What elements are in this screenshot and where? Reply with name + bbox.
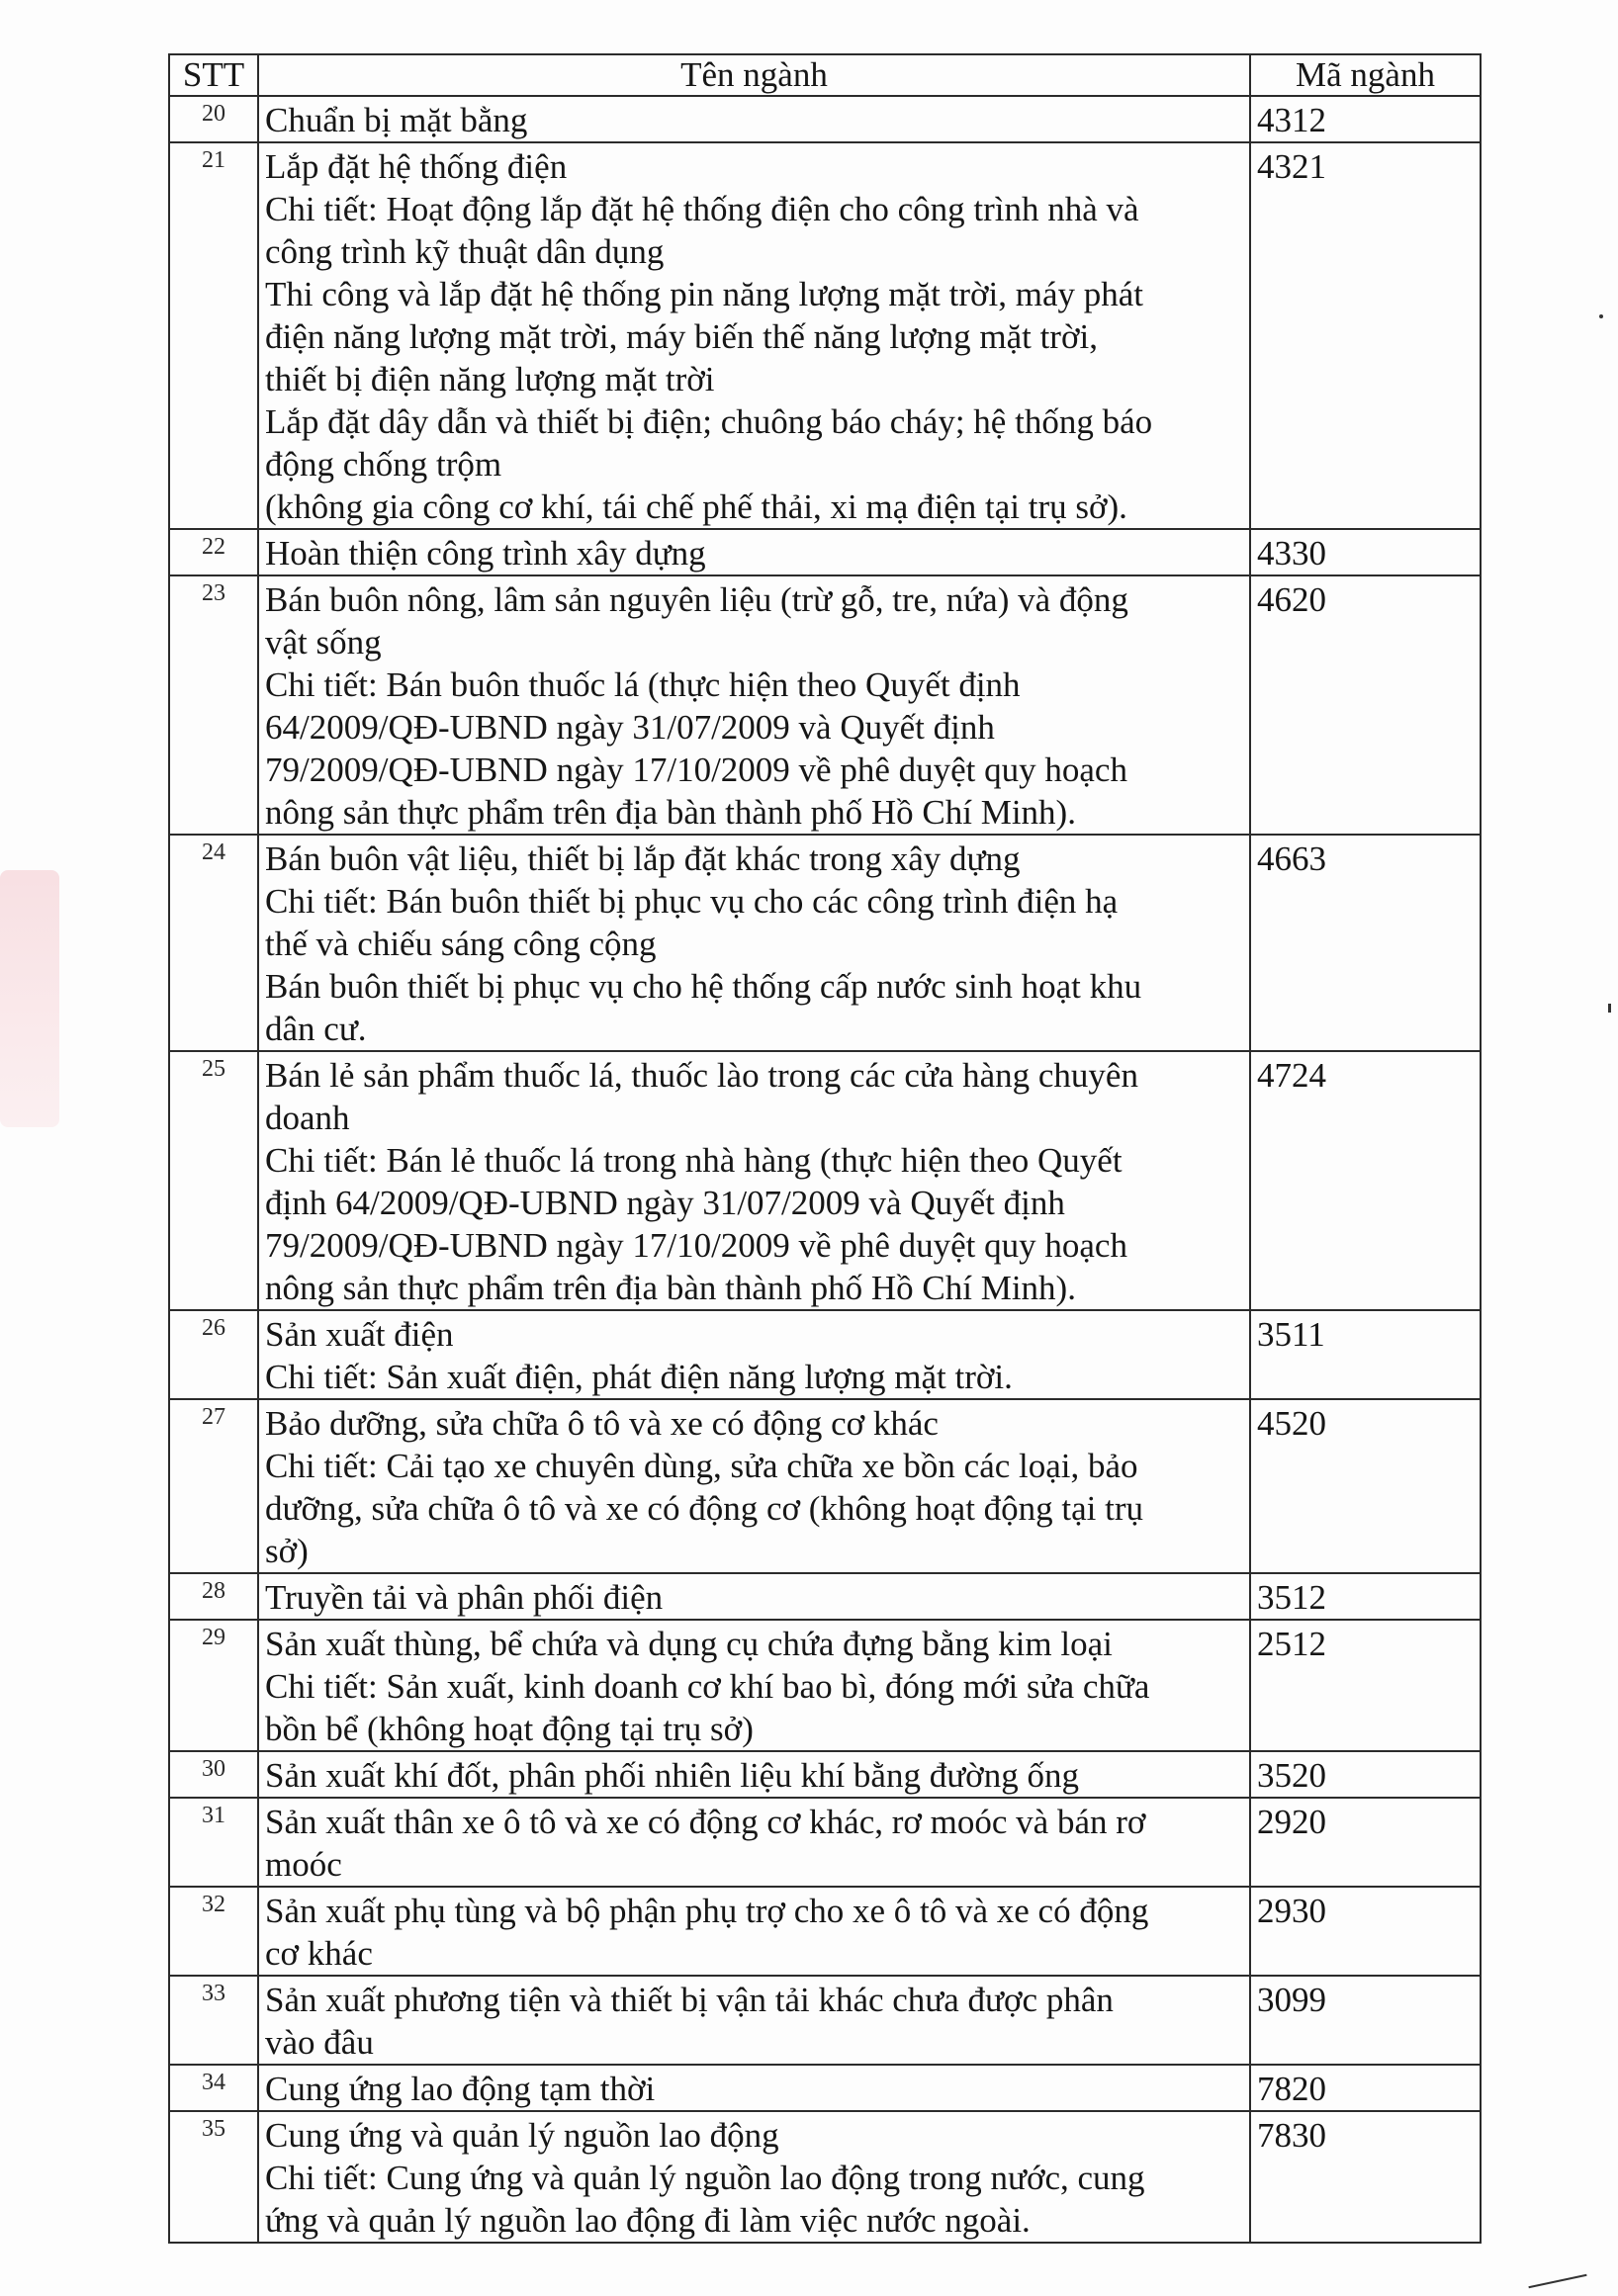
row-name-line: moóc [265, 1845, 342, 1884]
table-row [169, 1887, 1481, 1976]
row-name-line: bồn bể (không hoạt động tại trụ sở) [265, 1710, 754, 1748]
row-stt: 24 [169, 835, 258, 1051]
row-code: 7820 [1250, 2065, 1481, 2111]
row-code: 2512 [1250, 1620, 1481, 1751]
row-name [258, 2065, 1250, 2111]
table-row [169, 1310, 1481, 1399]
row-name [258, 2111, 1250, 2243]
row-name-line: vật sống [265, 623, 382, 662]
row-name-line: Bán buôn nông, lâm sản nguyên liệu (trừ gỗ, tre, nứa) và động [265, 580, 1128, 619]
row-name-line: Lắp đặt hệ thống điện [265, 147, 568, 186]
row-name-line: Sản xuất điện [265, 1315, 454, 1354]
row-stt: 21 [169, 142, 258, 529]
table-row [169, 96, 1481, 142]
header-name: Tên ngành [258, 54, 1250, 96]
row-name [258, 529, 1250, 575]
row-name [258, 1310, 1250, 1399]
row-name-line: thế và chiếu sáng công cộng [265, 925, 657, 963]
row-name [258, 835, 1250, 1051]
row-stt: 23 [169, 575, 258, 835]
row-name-line: nông sản thực phẩm trên địa bàn thành phố Hồ Chí Minh). [265, 1269, 1076, 1307]
table-row [169, 1051, 1481, 1310]
row-name-line: dân cư. [265, 1010, 367, 1048]
row-stt: 31 [169, 1798, 258, 1887]
row-name-line: nông sản thực phẩm trên địa bàn thành phố Hồ Chí Minh). [265, 793, 1076, 832]
row-stt: 28 [169, 1573, 258, 1620]
row-code: 4520 [1250, 1399, 1481, 1573]
row-name-line: Chuẩn bị mặt bằng [265, 101, 528, 139]
row-name-line: Sản xuất phương tiện và thiết bị vận tải khác chưa được phân [265, 1981, 1114, 2019]
row-name [258, 1887, 1250, 1976]
header-stt: STT [169, 54, 258, 96]
row-name-line: Chi tiết: Hoạt động lắp đặt hệ thống điện cho công trình nhà và [265, 190, 1139, 228]
table-row [169, 1976, 1481, 2065]
row-name-line: (không gia công cơ khí, tái chế phế thải, xi mạ điện tại trụ sở). [265, 487, 1127, 526]
table-header-row [169, 54, 1481, 96]
row-name-line: Chi tiết: Cung ứng và quản lý nguồn lao động trong nước, cung [265, 2159, 1145, 2197]
row-code: 4620 [1250, 575, 1481, 835]
table-row [169, 1751, 1481, 1798]
row-stt: 22 [169, 529, 258, 575]
row-name-line: thiết bị điện năng lượng mặt trời [265, 360, 715, 398]
row-name-line: cơ khác [265, 1934, 373, 1973]
row-code: 7830 [1250, 2111, 1481, 2243]
row-name-line: vào đâu [265, 2023, 374, 2062]
row-name-line: Hoàn thiện công trình xây dựng [265, 534, 706, 573]
row-code: 3511 [1250, 1310, 1481, 1399]
table-body [169, 96, 1481, 2243]
row-stt: 35 [169, 2111, 258, 2243]
row-code: 4724 [1250, 1051, 1481, 1310]
row-name-line: Chi tiết: Bán buôn thiết bị phục vụ cho các công trình điện hạ [265, 882, 1119, 921]
table-row [169, 1798, 1481, 1887]
row-name-line: Sản xuất phụ tùng và bộ phận phụ trợ cho xe ô tô và xe có động [265, 1892, 1149, 1930]
row-name-line: Bán buôn thiết bị phục vụ cho hệ thống cấp nước sinh hoạt khu [265, 967, 1142, 1006]
row-name [258, 96, 1250, 142]
row-stt: 29 [169, 1620, 258, 1751]
row-code: 3512 [1250, 1573, 1481, 1620]
business-lines-table [168, 53, 1482, 2244]
row-code: 3099 [1250, 1976, 1481, 2065]
row-name [258, 575, 1250, 835]
row-code: 3520 [1250, 1751, 1481, 1798]
row-code: 4330 [1250, 529, 1481, 575]
row-name [258, 1798, 1250, 1887]
row-name-line: Cung ứng và quản lý nguồn lao động [265, 2116, 779, 2155]
row-code: 4321 [1250, 142, 1481, 529]
row-name-line: Bán buôn vật liệu, thiết bị lắp đặt khác trong xây dựng [265, 839, 1021, 878]
row-name-line: Lắp đặt dây dẫn và thiết bị điện; chuông báo cháy; hệ thống báo [265, 402, 1153, 441]
row-name-line: Sản xuất khí đốt, phân phối nhiên liệu khí bằng đường ống [265, 1756, 1079, 1795]
table-row [169, 2065, 1481, 2111]
row-name [258, 1976, 1250, 2065]
row-stt: 27 [169, 1399, 258, 1573]
row-name [258, 1620, 1250, 1751]
row-code: 4663 [1250, 835, 1481, 1051]
row-name-line: Chi tiết: Cải tạo xe chuyên dùng, sửa chữa xe bồn các loại, bảo [265, 1447, 1138, 1485]
red-stamp-fragment [0, 870, 59, 1127]
row-code: 4312 [1250, 96, 1481, 142]
row-stt: 26 [169, 1310, 258, 1399]
row-name-line: ứng và quản lý nguồn lao động đi làm việc nước ngoài. [265, 2201, 1031, 2240]
row-name-line: Sản xuất thùng, bể chứa và dụng cụ chứa đựng bằng kim loại [265, 1625, 1113, 1663]
table-row [169, 529, 1481, 575]
row-stt: 20 [169, 96, 258, 142]
row-name-line: điện năng lượng mặt trời, máy biến thế năng lượng mặt trời, [265, 317, 1098, 356]
table-row [169, 2111, 1481, 2243]
row-name-line: Chi tiết: Bán lẻ thuốc lá trong nhà hàng (thực hiện theo Quyết [265, 1141, 1123, 1180]
row-name-line: Chi tiết: Sản xuất, kinh doanh cơ khí bao bì, đóng mới sửa chữa [265, 1667, 1150, 1706]
row-name-line: dưỡng, sửa chữa ô tô và xe có động cơ (không hoạt động tại trụ [265, 1489, 1144, 1528]
scan-stroke [1528, 2274, 1586, 2288]
row-name-line: Sản xuất thân xe ô tô và xe có động cơ khác, rơ moóc và bán rơ [265, 1803, 1146, 1841]
row-name-line: động chống trộm [265, 445, 502, 484]
row-name-line: 79/2009/QĐ-UBND ngày 17/10/2009 về phê duyệt quy hoạch [265, 751, 1127, 789]
row-name-line: định 64/2009/QĐ-UBND ngày 31/07/2009 và Quyết định [265, 1184, 1065, 1222]
header-code: Mã ngành [1250, 54, 1481, 96]
row-name-line: Cung ứng lao động tạm thời [265, 2070, 656, 2108]
row-name-line: Truyền tải và phân phối điện [265, 1578, 664, 1617]
row-stt: 30 [169, 1751, 258, 1798]
row-stt: 34 [169, 2065, 258, 2111]
row-stt: 33 [169, 1976, 258, 2065]
row-name [258, 1399, 1250, 1573]
table-row [169, 1573, 1481, 1620]
row-name-line: 79/2009/QĐ-UBND ngày 17/10/2009 về phê duyệt quy hoạch [265, 1226, 1127, 1265]
row-name [258, 142, 1250, 529]
scan-dot [1599, 314, 1603, 318]
row-name-line: Chi tiết: Sản xuất điện, phát điện năng lượng mặt trời. [265, 1358, 1013, 1396]
row-name [258, 1051, 1250, 1310]
scan-dot [1608, 1004, 1611, 1013]
table-row [169, 575, 1481, 835]
row-code: 2920 [1250, 1798, 1481, 1887]
row-name-line: Bán lẻ sản phẩm thuốc lá, thuốc lào trong các cửa hàng chuyên [265, 1056, 1138, 1095]
row-name [258, 1751, 1250, 1798]
row-stt: 32 [169, 1887, 258, 1976]
row-name-line: 64/2009/QĐ-UBND ngày 31/07/2009 và Quyết định [265, 708, 995, 747]
table-row [169, 1620, 1481, 1751]
table-row [169, 142, 1481, 529]
row-name [258, 1573, 1250, 1620]
row-name-line: doanh [265, 1099, 350, 1137]
table-row [169, 1399, 1481, 1573]
row-stt: 25 [169, 1051, 258, 1310]
row-name-line: sở) [265, 1532, 309, 1570]
row-name-line: Bảo dưỡng, sửa chữa ô tô và xe có động cơ khác [265, 1404, 939, 1443]
row-name-line: Thi công và lắp đặt hệ thống pin năng lượng mặt trời, máy phát [265, 275, 1144, 313]
row-name-line: Chi tiết: Bán buôn thuốc lá (thực hiện theo Quyết định [265, 665, 1021, 704]
row-code: 2930 [1250, 1887, 1481, 1976]
table-row [169, 835, 1481, 1051]
row-name-line: công trình kỹ thuật dân dụng [265, 232, 665, 271]
